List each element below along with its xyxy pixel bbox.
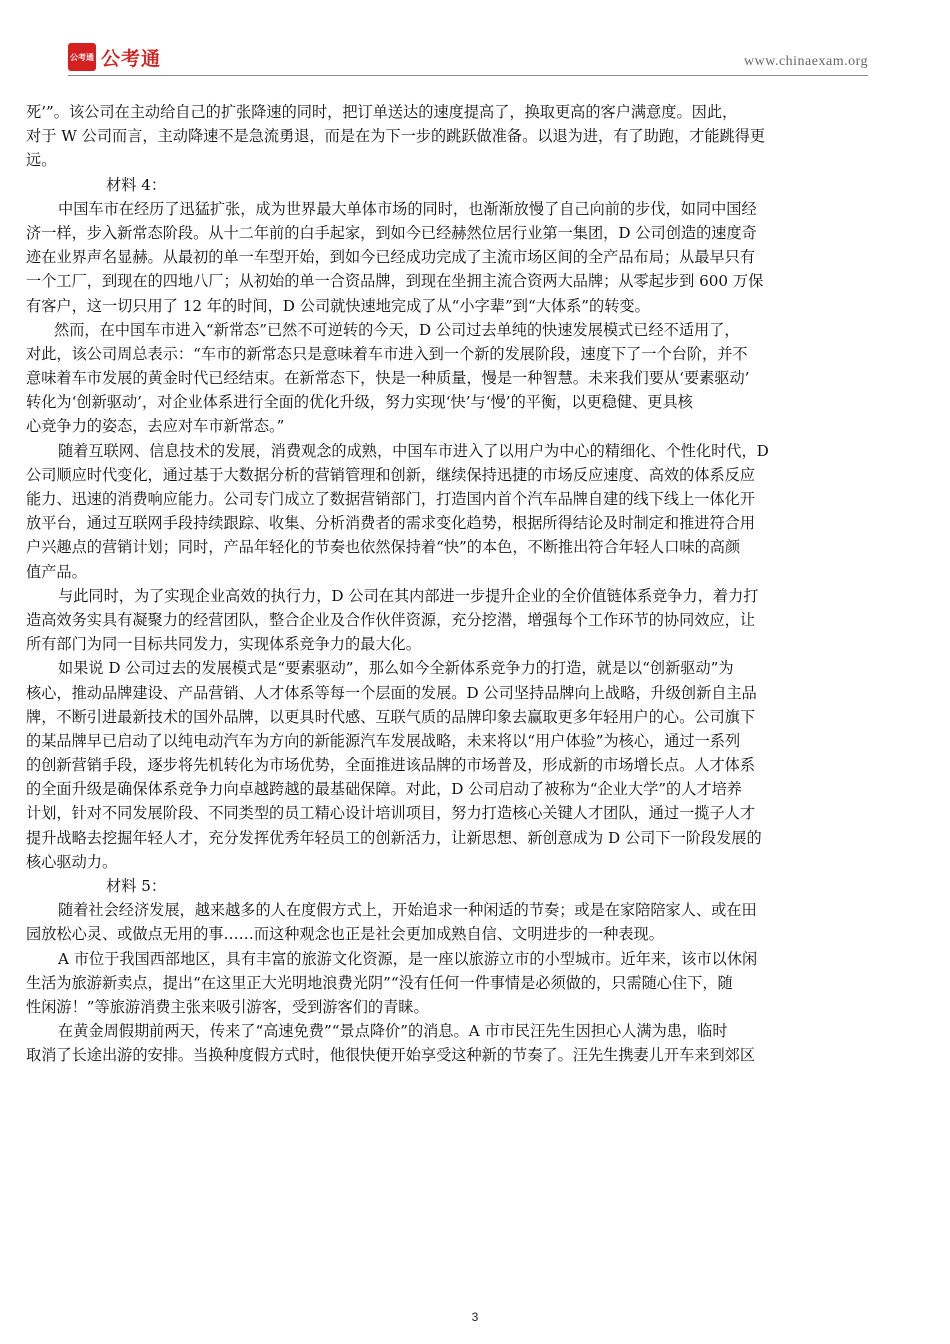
text-line: 心竞争力的姿态，去应对车市新常态。”	[26, 417, 285, 436]
text-line: 园放松心灵、或做点无用的事……而这种观念也正是社会更加成熟自信、文明进步的一种表现。	[26, 925, 664, 944]
text-line: 能力、迅速的消费响应能力。公司专门成立了数据营销部门，打造国内首个汽车品牌自建的线下线上一体化开	[26, 490, 755, 508]
text-line: 放平台，通过互联网手段持续跟踪、收集、分析消费者的需求变化趋势，根据所得结论及时制定和推进符合用	[26, 514, 755, 533]
text-line: 远。	[26, 151, 57, 170]
text-line: 性闲游！”等旅游消费主张来吸引游客，受到游客们的青睐。	[26, 997, 429, 1016]
logo-badge: 公考通	[68, 43, 96, 71]
site-url: www.chinaexam.org	[744, 54, 868, 69]
text-line: 随着互联网、信息技术的发展，消费观念的成熟，中国车市进入了以用户为中心的精细化、个性化时代，D	[58, 441, 769, 460]
text-line: 造高效务实具有凝聚力的经营团队，整合企业及合作伙伴资源，充分挖潜，增强每个工作环节的协同效应，让	[26, 610, 755, 629]
text-line: 的全面升级是确保体系竞争力向卓越跨越的最基础保障。对此，D 公司启动了被称为“企业大学”的人才培养	[26, 780, 742, 799]
text-line: 中国车市在经历了迅猛扩张，成为世界最大单体市场的同时，也渐渐放慢了自己向前的步伐，如同中国经	[58, 199, 757, 218]
text-line: 然而，在中国车市进入“新常态”已然不可逆转的今天，D 公司过去单纯的快速发展模式已经不适用了，	[54, 320, 740, 339]
text-line: 对此，该公司周总表示：“车市的新常态只是意味着车市进入到一个新的发展阶段，速度下了一个台阶，并不	[26, 344, 748, 363]
text-line: 值产品。	[26, 562, 87, 581]
text-line: 迹在业界声名显赫。从最初的单一车型开始，到如今已经成功完成了主流市场区间的全产品布局；从最早只有	[26, 248, 755, 267]
logo	[68, 42, 161, 72]
header-divider	[68, 75, 868, 76]
text-line: 核心驱动力。	[26, 852, 118, 871]
text-line: 转化为‘创新驱动’，对企业体系进行全面的优化升级，努力实现‘快’与‘慢’的平衡，以更稳健、更具核	[26, 393, 693, 412]
text-line: 所有部门为同一目标共同发力，实现体系竞争力的最大化。	[26, 635, 421, 654]
text-line: 如果说 D 公司过去的发展模式是“要素驱动”，那么如今全新体系竞争力的打造，就是以“创新驱动”为	[58, 659, 734, 678]
text-line: 与此同时，为了实现企业高效的执行力，D 公司在其内部进一步提升企业的全价值链体系竞争力，着力打	[58, 586, 759, 605]
text-line: 的创新营销手段，逐步将先机转化为市场优势，全面推进该品牌的市场普及，形成新的市场增长点。人才体系	[26, 756, 755, 775]
section-heading: 材料 5：	[106, 877, 167, 895]
text-line: 对于 W 公司而言，主动降速不是急流勇退，而是在为下一步的跳跃做准备。以退为进，有了助跑，才能跳得更	[26, 127, 766, 146]
section-heading: 材料 4：	[106, 175, 167, 194]
text-line: 核心，推动品牌建设、产品营销、人才体系等每一个层面的发展。D 公司坚持品牌向上战略，升级创新自主品	[26, 683, 757, 702]
text-line: 济一样，步入新常态阶段。从十二年前的白手起家，到如今已经赫然位居行业第一集团，D 公司创造的速度奇	[26, 223, 757, 242]
text-line: 在黄金周假期前两天，传来了“高速免费”“景点降价”的消息。A 市市民汪先生因担心人满为患，临时	[58, 1022, 728, 1041]
text-line: 有客户，这一切只用了 12 年的时间，D 公司就快速地完成了从“小字辈”到“大体系”的转变。	[26, 296, 650, 315]
text-line: 牌，不断引进最新技术的国外品牌，以更具时代感、互联气质的品牌印象去赢取更多年轻用户的心。公司旗下	[26, 707, 755, 726]
text-line: 随着社会经济发展，越来越多的人在度假方式上，开始追求一种闲适的节奏；或是在家陪陪家人、或在田	[58, 901, 757, 920]
text-line: 计划，针对不同发展阶段、不同类型的员工精心设计培训项目，努力打造核心关键人才团队，通过一揽子人才	[26, 804, 755, 823]
text-line: 一个工厂，到现在的四地八厂；从初始的单一合资品牌，到现在坐拥主流合资两大品牌；从零起步到 600 万保	[26, 272, 764, 291]
text-line: 提升战略去挖掘年轻人才，充分发挥优秀年轻员工的创新活力，让新思想、新创意成为 D 公司下一阶段发展的	[26, 828, 762, 847]
text-line: 意味着车市发展的黄金时代已经结束。在新常态下，快是一种质量，慢是一种智慧。未来我们要从‘要素驱动’	[26, 369, 750, 388]
text-line: 户兴趣点的营销计划；同时，产品年轻化的节奏也依然保持着“快”的本色，不断推出符合年轻人口味的高颜	[26, 538, 741, 557]
text-line: A 市位于我国西部地区，具有丰富的旅游文化资源，是一座以旅游立市的小型城市。近年来，该市以休闲	[58, 949, 758, 968]
logo-text: 公考通	[101, 47, 162, 70]
text-line: 取消了长途出游的安排。当换种度假方式时，他很快便开始享受这种新的节奏了。汪先生携妻儿开车来到郊区	[26, 1046, 755, 1065]
text-line: 的某品牌早已启动了以纯电动汽车为方向的新能源汽车发展战略，未来将以“用户体验”为核心，通过一系列	[26, 731, 741, 750]
document-body	[26, 100, 836, 1068]
text-line: 公司顺应时代变化，通过基于大数据分析的营销管理和创新，继续保持迅捷的市场反应速度、高效的体系反应	[26, 465, 755, 484]
page-header	[68, 40, 868, 76]
page-number: 3	[471, 1310, 479, 1324]
text-line: 生活为旅游新卖点，提出“在这里正大光明地浪费光阴”“没有任何一件事情是必须做的，只需随心住下，随	[26, 973, 733, 992]
text-line: 死’”。该公司在主动给自己的扩张降速的同时，把订单送达的速度提高了，换取更高的客户满意度。因此，	[26, 103, 738, 121]
